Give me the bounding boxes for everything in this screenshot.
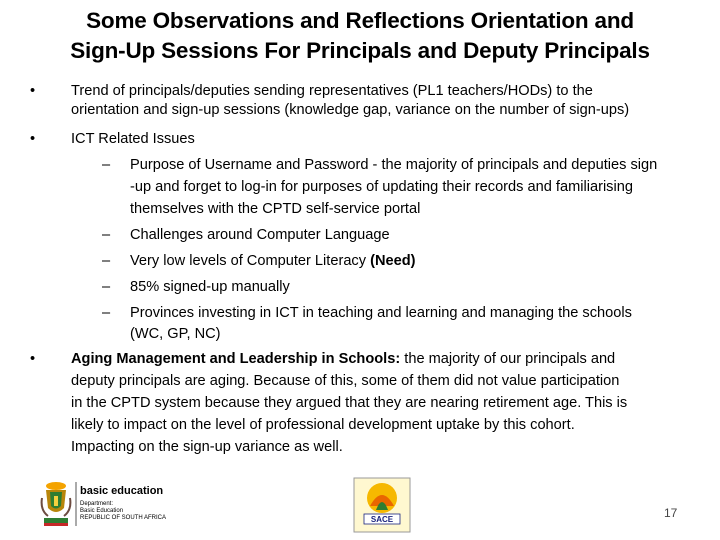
bullet-marker: • [30,83,36,99]
computer-literacy-need: (Need) [370,253,416,269]
sace-emblem-icon [352,476,412,534]
bullet-aging-line-5: Impacting on the sign-up variance as well. [71,439,343,455]
doe-basic-education: Basic Education [80,508,124,514]
doe-department: Department: [80,501,114,507]
bullet-ict-issues: ICT Related Issues [71,131,195,147]
bullet-aging-line-2: deputy principals are aging. Because of this, some of them did not value participation [71,373,620,389]
basic-education-logo [38,478,178,530]
coat-of-arms-icon [38,478,178,530]
dash-marker: – [102,227,111,243]
dash-marker: – [102,279,111,295]
sub-provinces-line-1: Provinces investing in ICT in teaching and learning and managing the schools [130,305,632,321]
doe-title: basic education [80,485,164,497]
title-line-1: Some Observations and Reflections Orientation and [86,8,634,33]
bullet-marker: • [30,351,36,367]
sace-logo [352,476,412,534]
bullet-trend-line-2: orientation and sign-up sessions (knowledge gap, variance on the number of sign-ups) [71,102,630,118]
doe-republic: REPUBLIC OF SOUTH AFRICA [80,515,167,521]
bullet-aging-line-4: likely to impact on the level of professional development uptake by this cohort. [71,417,575,433]
aging-line-1-rest: the majority of our principals and [400,351,616,367]
sace-label: SACE [370,515,394,524]
bullet-aging-line-1 [71,350,711,369]
sub-username-line-1: Purpose of Username and Password - the majority of principals and deputies sign [130,157,658,173]
computer-literacy-text: Very low levels of Computer Literacy [130,253,371,269]
bullet-marker: • [30,131,36,147]
slide-title [0,6,720,66]
sub-signed-up-manually: 85% signed-up manually [130,279,290,295]
sub-computer-language: Challenges around Computer Language [130,227,390,243]
aging-heading: Aging Management and Leadership in Schools: [71,351,401,367]
sub-provinces-line-2: (WC, GP, NC) [130,326,221,342]
dash-marker: – [102,253,111,269]
sub-username-line-2: -up and forget to log-in for purposes of updating their records and familiarising [130,179,633,195]
sub-username-line-3: themselves with the CPTD self-service portal [130,201,421,217]
dash-marker: – [102,305,111,321]
page-number: 17 [664,506,678,520]
bullet-trend-line-1: Trend of principals/deputies sending representatives (PL1 teachers/HODs) to the [71,83,593,99]
dash-marker: – [102,157,111,173]
title-line-2: Sign-Up Sessions For Principals and Deputy Principals [70,38,650,63]
sub-computer-literacy [130,252,710,271]
bullet-aging-line-3: in the CPTD system because they argued that they are nearing retirement age. This is [71,395,628,411]
